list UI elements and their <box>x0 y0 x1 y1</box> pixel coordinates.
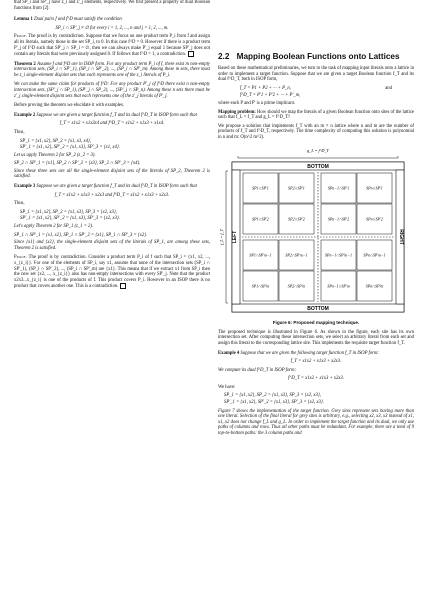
left-function-label: f_L = f_T <box>219 228 224 245</box>
thus-2: Thus, <box>14 201 25 207</box>
theorem-2-dual: We can make the same claim for products of f^D: For any product P'_j of f^D there exist n non-empty intersection sets, (SP'_j ∩ SP_1), (SP'_j ∩ SP_2), ..., (SP'_j ∩ SP_n). Among these n sets there must be z'_j single-element disjoint sets that each represents one of the z'_j literals of P'_j. <box>14 82 210 99</box>
example-2-sets-1: SP_1 = {x1, x2}, SP_2 = {x1, x3, x4}, <box>20 138 91 144</box>
equation-1 <box>218 86 414 92</box>
example-2-intersections: SP_2 ∩ SP'_1 = {x1}, SP_2 ∩ SP'_2 = {x3}, SP_2 ∩ SP'_3 = {x4}. <box>14 161 141 167</box>
example-2-apply: Let us apply Theorem 2 for SP_2 (z_2 = 3). <box>14 152 96 158</box>
bottom-bar-label: BOTTOM <box>307 305 329 312</box>
lemma-label: Lemma 1 <box>14 17 33 23</box>
lattice-cell-label: SPn∩SP'm−1 <box>363 252 386 258</box>
lattice-cell-label: SPn∩SP'm <box>365 283 384 289</box>
example-3-label: Example 3 <box>14 184 36 190</box>
lattice-cell-label: SPn∩SP'1 <box>366 185 383 191</box>
example-2 <box>14 113 210 119</box>
lattice-diagram <box>218 145 414 315</box>
mapping-text: How should we map the literals of a given Boolean function onto sites of the lattice such that f_L = f_T and g_L = f^D_T? <box>218 109 415 121</box>
lemma-text: Dual pairs f and f^D must satisfy the condition <box>34 17 122 23</box>
proof-2-head: Proof. <box>14 255 27 261</box>
example-2-since: Since these three sets are all the single-element disjoint sets of the literals of SP_2, Theorem 2 is satisfied. <box>14 168 210 180</box>
thus-1: Thus, <box>14 129 25 135</box>
intro-paragraph: that SP_i and SP'_j have z_i and z'_j elements, respectively. We first present a property of dual Boolean functions from [2]: <box>14 0 210 11</box>
example-2-sets-2: SP'_1 = {x1, x2}, SP'_2 = {x1, x3}, SP'_3 = {x1, x4}. <box>20 145 120 151</box>
qed-box-icon <box>120 283 126 289</box>
figure-6 <box>218 145 414 318</box>
top-bar-label: BOTTOM <box>307 163 329 170</box>
before-proving: Before proving the theorem we elucidate it with examples. <box>14 103 124 109</box>
theorem-2-text: Assume f and f^D are in ISOP form. For any product term P_i of f, there exist m non-empty intersection sets, (SP_i ∩ SP'_1), (SP_i ∩ SP'_2), ..., (SP_i ∩ SP'_m). Among these m sets, there must be z_i single-element disjoint sets that each represents one of the z_i literals of P_i. <box>14 61 211 78</box>
lattice-cell-label: SP2∩SP'm <box>287 283 306 289</box>
lattice-cell-label: SPn−1∩SP'm <box>327 283 350 289</box>
example-3-sets-1: SP_1 = {x1, x2}, SP_2 = {x1, x3}, SP_3 = {x2, x3}, <box>20 209 117 215</box>
example-4-label: Example 4 <box>218 350 240 356</box>
paragraph-5: Figure 7 shows the implementation of the target function. Grey sites represent sets having more than one literal. Selection of the final literal for grey sites is arbitrary, e.g., selecting x2, x3, x3 instead of x1, x1, x2 does not change f_L and g_L. In order to implement the target function and its dual, we only use paths of columns and rows. Thus all other paths must be redundant. For example, there are a total of 9 top-to-bottom paths: the 3 column paths and <box>218 408 414 437</box>
section-number: 2.2 <box>218 52 230 61</box>
example-3-intersections: SP_1 ∩ SP'_1 = {x1, x2}, SP_1 ∩ SP'_2 = {x1}, SP_1 ∩ SP'_3 = {x2}. <box>14 232 148 238</box>
paragraph-3: We propose a solution that implements f_T with an m × n lattice where n and m are the number of products of f_T and f^D_T, respectively. The time complexity of computing this solution is polynomial in n and m: O(n^2 m^2). <box>218 123 414 140</box>
proof-2-text: The proof is by contradiction. Consider a product term P_i of f such that SP_i = {x1, x2, ..., x_{z_i}}. For one of the elements of SP_i, say x1, assume that none of the intersection sets (SP_i ∩ SP'_1), (SP_i ∩ SP'_2), ..., (SP_i ∩ SP'_m) are {x1}. This means that if we extract x1 from SP_i then the new set {x2, ..., x_{z_i}} also has non-empty intersections with every SP'_j. Note that the product x2x3...x_{z_i} is one of the products of f. This product covers P_i. However in an ISOP there is no product that covers another one. This is a contradiction. <box>14 255 211 290</box>
theorem-2-label: Theorem 2 <box>14 61 36 67</box>
equation-1b-row <box>218 93 414 99</box>
proof-1 <box>14 34 210 57</box>
lattice-cell-label: SP2∩SP'm−1 <box>285 252 308 258</box>
example-4-text: Suppose that we are given the following target function f_T in ISOP form: <box>240 350 379 356</box>
example-2-text: Suppose we are given a target function f_T and its dual f^D_T in ISOP form such that <box>36 112 197 118</box>
example-4-sets-2: SP'_1 = {x1, x2}, SP'_2 = {x1, x3}, SP'_3 = {x2, x3}. <box>224 400 324 406</box>
lattice-cell-label: SP2∩SP'1 <box>288 185 305 191</box>
right-column <box>218 0 414 440</box>
example-4 <box>218 351 414 357</box>
example-4-equation: f_T = x1x2 + x1x3 + x2x3. <box>290 359 342 365</box>
qed-box-icon <box>188 51 194 57</box>
paragraph-2: where each P and P' is a prime implicant. <box>218 100 296 106</box>
example-3-equation: f_T = x1x2 + x1x3 + x2x3 and f^D_T = x1x2 + x1x3 + x2x3. <box>54 192 170 198</box>
top-brace <box>238 156 398 158</box>
equation-1a: f_T = P1 + P2 + ··· + P_n, <box>240 85 291 91</box>
equation-1b: f^D_T = P'1 + P'2 + ··· + P'_m, <box>240 93 301 99</box>
top-function-label: g_L = f^D_T <box>307 147 329 153</box>
example-3 <box>14 184 210 190</box>
example-3-sets-2: SP'_1 = {x1, x2}, SP'_2 = {x1, x3}, SP'_3 = {x2, x3}. <box>20 216 120 222</box>
proof-1-head: Proof. <box>14 34 27 40</box>
example-3-since: Since {x1} and {x2}, the single-element disjoint sets of the literals of SP_1, are among these sets, Theorem 2 is satisfied. <box>14 240 210 251</box>
mapping-head: Mapping problem: <box>218 109 256 115</box>
paragraph-4: The proposed technique is illustrated in Figure 6. As shown in the figure, each site has its own intersection set. After computing these intersection sets, we select an arbitrary literal from each set and assign this literal to the corresponding lattice site. This implements the requisite target function f_T. <box>218 329 414 346</box>
proof-1-text: The proof is by contradiction. Suppose that we focus on one product term P_i from f and assign all its literals, namely those in the set SP_i, to 0. In this case f^D = 0. However if there is a product term P'_j of f^D such that SP'_j ∩ SP_i = ∅, then we can always make P'_j equal 1 because SP'_j does not contain any literals that were previously assigned 0. If follows that f^D = 1, a contradiction. <box>14 34 210 57</box>
lattice-cell-label: SP1∩SP'2 <box>252 216 269 222</box>
lattice-cell-label: SPn−1∩SP'2 <box>327 216 350 222</box>
lemma-1 <box>14 17 210 23</box>
paragraph-1: Based on these mathematical preliminaries, we turn to the task of mapping input literals onto a lattice in order to implement a target function. Suppose that we are given a target Boolean function f_T and its dual f^D_T, both in ISOP form, <box>218 66 414 83</box>
example-3-text: Suppose we are given a target function f_T and its dual f^D_T in ISOP form such that <box>36 184 197 190</box>
lattice-cell-label: SPn−1∩SP'1 <box>327 185 350 191</box>
lemma-equation: SP_i ∩ SP'_j ≠ ∅ for every i = 1, 2, ..., n and j = 1, 2, ..., m. <box>55 25 169 31</box>
lattice-cell-label: SP1∩SP'm <box>251 283 270 289</box>
example-2-label: Example 2 <box>14 112 36 118</box>
example-3-apply: Let's apply Theorem 2 for SP_1 (z_1 = 2). <box>14 224 94 230</box>
figure-6-caption: Figure 6: Proposed mapping technique. <box>272 320 360 326</box>
left-column <box>14 0 210 293</box>
lattice-cell-label: SP1∩SP'1 <box>252 185 269 191</box>
we-have: We have: <box>218 384 236 390</box>
section-title: Mapping Boolean Functions onto Lattices <box>236 52 400 61</box>
example-4-sets-1: SP_1 = {x1, x2}, SP_2 = {x1, x3}, SP_3 = {x2, x3}, <box>224 393 321 399</box>
mapping-problem <box>218 110 414 121</box>
theorem-2 <box>14 62 210 79</box>
right-bar-label: RIGHT <box>398 228 404 245</box>
section-heading <box>218 52 414 62</box>
example-2-equation: f_T = x1x2 + x1x3x4 and f^D_T = x1x2 + x1x3 + x1x4. <box>59 121 165 127</box>
lattice-cell-label: SPn∩SP'2 <box>366 216 383 222</box>
lattice-cell-label: SPn−1∩SP'm−1 <box>325 252 352 258</box>
left-bar-label: LEFT <box>232 230 238 243</box>
proof-2 <box>14 255 210 289</box>
lattice-cell-label: SP1∩SP'm−1 <box>249 252 272 258</box>
example-4-equation-2: f^D_T = x1x2 + x1x3 + x2x3. <box>288 376 344 382</box>
equation-1-and: and <box>385 85 392 91</box>
left-brace <box>226 171 228 303</box>
lattice-cell-label: SP2∩SP'2 <box>288 216 305 222</box>
example-4-dual-text: We compute its dual f^D_T in ISOP form: <box>218 367 297 373</box>
